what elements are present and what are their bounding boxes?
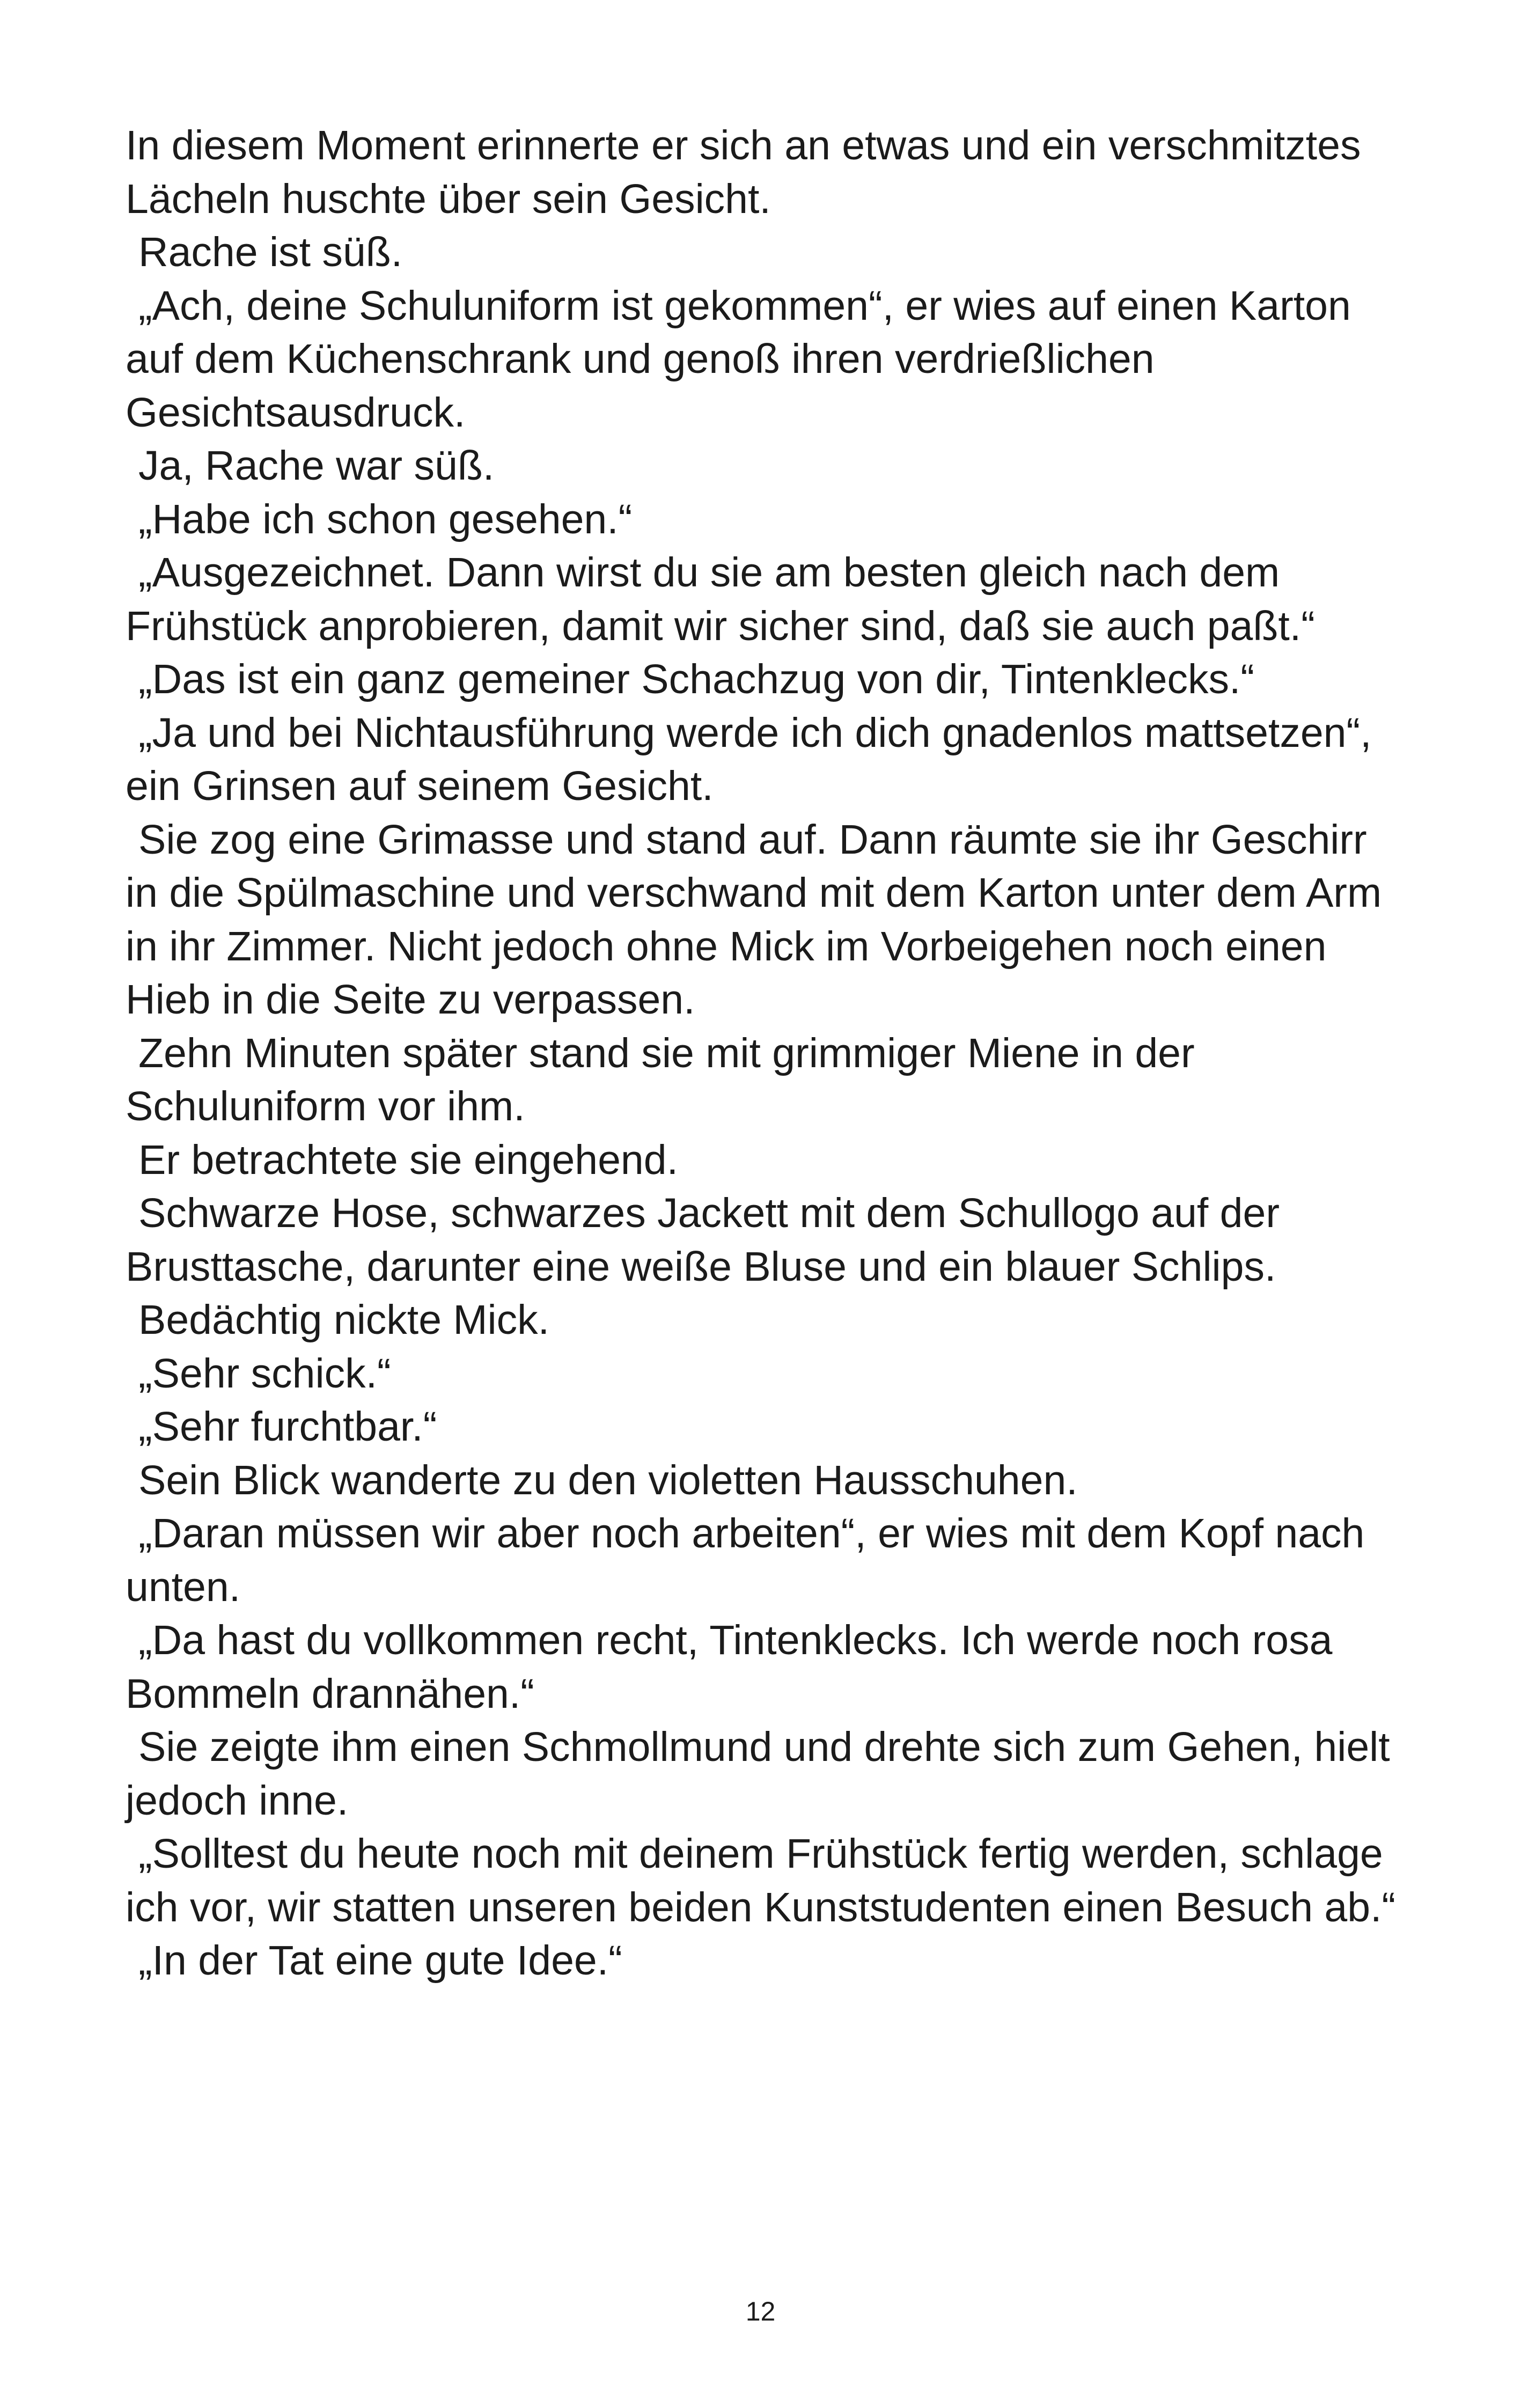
paragraph: „Solltest du heute noch mit deinem Frühstück fertig werden, schlage ich vor, wir statten unseren beiden Kunststudenten einen Besuch ab.“ — [126, 1831, 1396, 1930]
page-number: 12 — [745, 2296, 776, 2326]
paragraph: Zehn Minuten später stand sie mit grimmiger Miene in der Schuluniform vor ihm. — [126, 1030, 1195, 1129]
paragraph: Er betrachtete sie eingehend. — [138, 1136, 678, 1183]
paragraph: „Sehr schick.“ — [138, 1350, 391, 1397]
paragraph: „Habe ich schon gesehen.“ — [138, 496, 633, 542]
text-body — [126, 119, 1402, 1988]
paragraph: „Ach, deine Schuluniform ist gekommen“, er wies auf einen Karton auf dem Küchenschrank und genoß ihren verdrießlichen Gesichtsausdruck. — [126, 282, 1351, 436]
paragraph: Sein Blick wanderte zu den violetten Hausschuhen. — [138, 1457, 1078, 1503]
paragraph: Schwarze Hose, schwarzes Jackett mit dem Schullogo auf der Brusttasche, darunter eine weiße Bluse und ein blauer Schlips. — [126, 1190, 1280, 1290]
paragraph: In diesem Moment erinnerte er sich an etwas und ein verschmitztes Lächeln huschte über sein Gesicht. — [126, 122, 1361, 222]
paragraph: Rache ist süß. — [138, 229, 403, 275]
paragraph: Bedächtig nickte Mick. — [138, 1297, 550, 1343]
paragraph: „Sehr furchtbar.“ — [138, 1404, 437, 1450]
paragraph: „In der Tat eine gute Idee.“ — [138, 1937, 622, 1984]
paragraph: Sie zog eine Grimasse und stand auf. Dann räumte sie ihr Geschirr in die Spülmaschine und verschwand mit dem Karton unter dem Arm in ihr Zimmer. Nicht jedoch ohne Mick im Vorbeigehen noch einen Hieb in die Seite zu verpassen. — [126, 816, 1382, 1023]
paragraph: „Ja und bei Nichtausführung werde ich dich gnadenlos mattsetzen“, ein Grinsen auf seinem Gesicht. — [126, 709, 1372, 809]
paragraph: „Daran müssen wir aber noch arbeiten“, er wies mit dem Kopf nach unten. — [126, 1510, 1365, 1610]
paragraph: Ja, Rache war süß. — [138, 443, 495, 489]
paragraph: „Da hast du vollkommen recht, Tintenklecks. Ich werde noch rosa Bommeln drannähen.“ — [126, 1617, 1333, 1717]
paragraph: „Ausgezeichnet. Dann wirst du sie am besten gleich nach dem Frühstück anprobieren, damit wir sicher sind, daß sie auch paßt.“ — [126, 549, 1315, 649]
paragraph: „Das ist ein ganz gemeiner Schachzug von dir, Tintenklecks.“ — [138, 656, 1255, 702]
paragraph: Sie zeigte ihm einen Schmollmund und drehte sich zum Gehen, hielt jedoch inne. — [126, 1724, 1390, 1824]
